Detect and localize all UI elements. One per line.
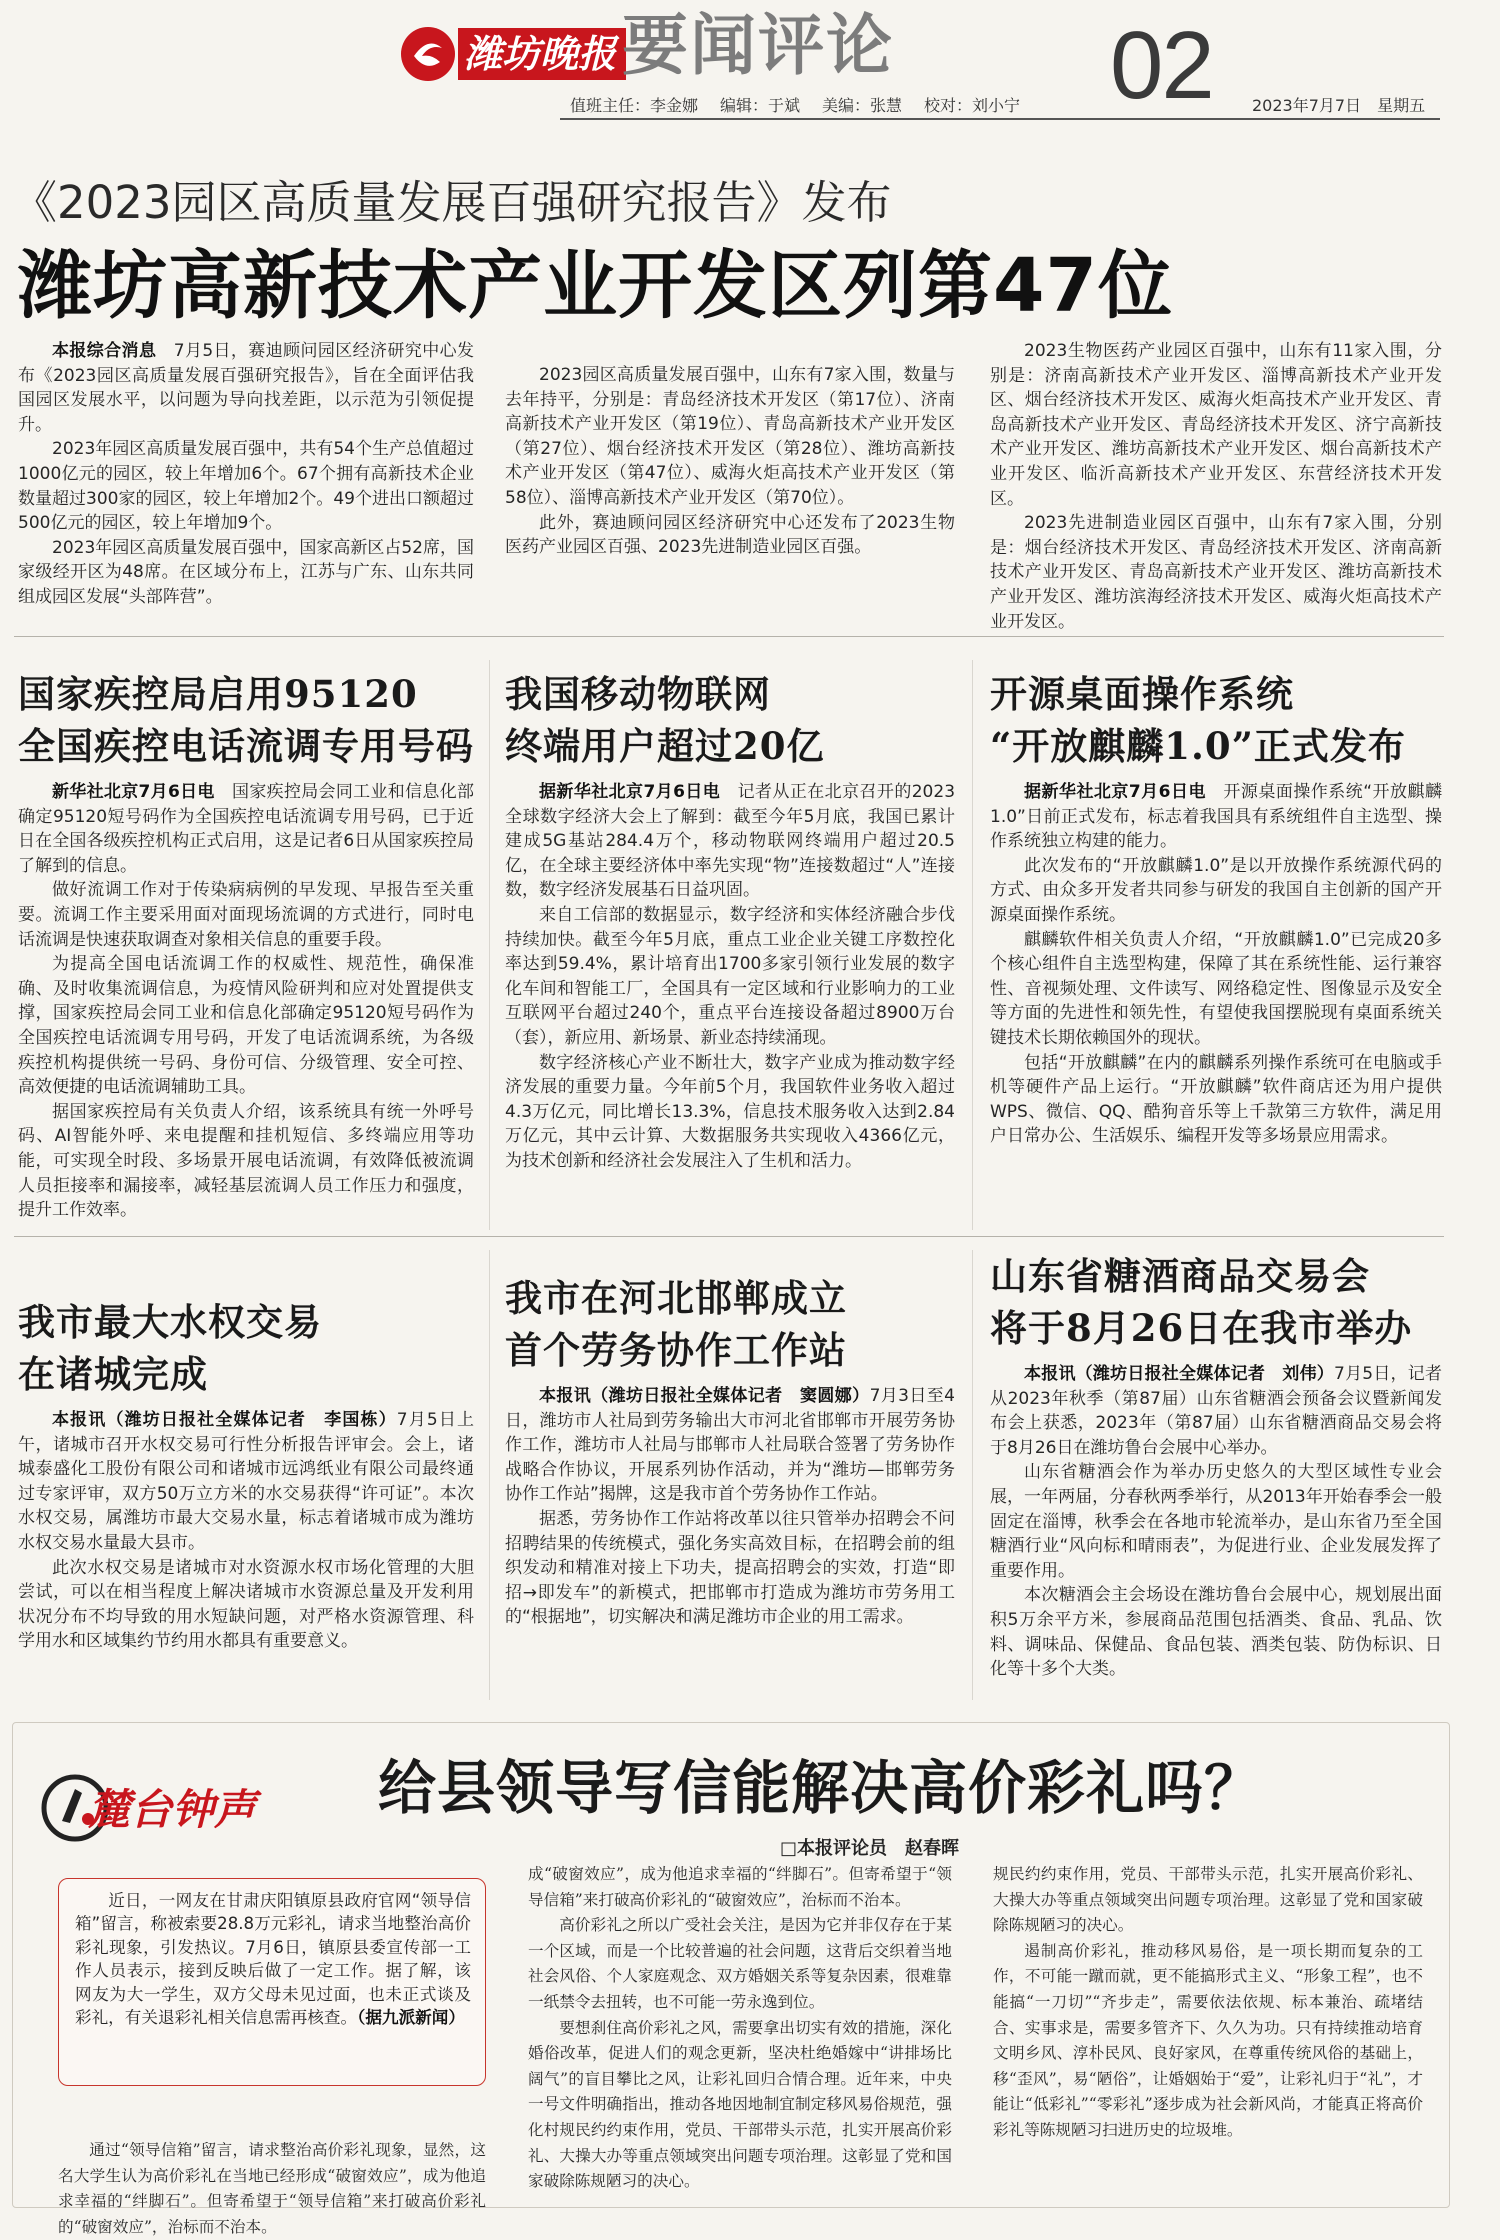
article-para: 包括“开放麒麟”在内的麒麟系列操作系统可在电脑或手机等硬件产品上运行。“开放麒麟”软件商店还为用户提供WPS、微信、QQ、酷狗音乐等上千款第三方软件，满足用户日常办公、生活娱乐、编程开发等多场景应用需求。 xyxy=(990,1052,1442,1147)
article-byline: 本报讯（潍坊日报社全媒体记者 刘伟） xyxy=(1024,1364,1335,1384)
weekday: 星期五 xyxy=(1377,96,1426,115)
column-divider xyxy=(489,1250,490,1700)
staff-proofreader: 校对：刘小宁 xyxy=(924,96,1021,115)
article-openkylin xyxy=(990,668,1442,1149)
editorial-col-2 xyxy=(528,1862,952,2197)
editorial-intro-box xyxy=(58,1878,486,2086)
article-para: 据新华社北京7月6日电 开源桌面操作系统“开放麒麟1.0”日前正式发布，标志着我国具有系统组件自主选型、操作系统独立构建的能力。 xyxy=(990,782,1442,852)
paper-name: 潍坊晚报 xyxy=(458,28,626,80)
date: 2023年7月7日 xyxy=(1252,96,1362,115)
article-title: 全国疾控电话流调专用号码 xyxy=(18,724,474,768)
masthead xyxy=(0,0,1500,125)
article-para: 据国家疾控局有关负责人介绍，该系统具有统一外呼号码、AI智能外呼、来电提醒和挂机短信、多终端应用等功能，可实现全时段、多场景开展电话流调，有效降低被流调人员拒接率和漏接率，减轻基层流调人员工作压力和强度，提升工作效率。 xyxy=(18,1101,474,1221)
lead-byline: 本报综合消息 xyxy=(52,341,157,361)
editorial-para: 通过“领导信箱”留言，请求整治高价彩礼现象，显然，这名大学生认为高价彩礼在当地已经形成“破窗效应”，成为他追求幸福的“绊脚石”。但寄希望于“领导信箱”来打破高价彩礼的“破窗效应”，治标而不治本。 xyxy=(58,2141,486,2236)
editorial-para: 成“破窗效应”，成为他追求幸福的“绊脚石”。但寄希望于“领导信箱”来打破高价彩礼的“破窗效应”，治标而不治本。 xyxy=(528,1865,952,1909)
editorial-para: 要想刹住高价彩礼之风，需要拿出切实有效的措施，深化婚俗改革，促进人们的观念更新，坚决杜绝婚嫁中“讲排场比阔气”的盲目攀比之风，让彩礼回归合情合理。近年来，中央一号文件明确指出，推动各地因地制宜制定移风易俗规范，强化村规民约约束作用，党员、干部带头示范，扎实开展高价彩礼、大操大办等重点领域突出问题专项治理。这彰显了党和国家破除陈规陋习的决心。 xyxy=(528,2018,952,2191)
article-title: 终端用户超过20亿 xyxy=(505,724,825,768)
page-number: 02 xyxy=(1110,12,1213,119)
lead-divider xyxy=(14,636,1444,637)
lead-title: 潍坊高新技术产业开发区列第47位 xyxy=(18,243,1173,329)
editorial-intro: 近日，一网友在甘肃庆阳镇原县政府官网“领导信箱”留言，称被索要28.8万元彩礼，请求当地整治高价彩礼现象，引发热议。7月6日，镇原县委宣传部一工作人员表示，接到反映后做了一定工作。据了解，该网友为大一学生，双方父母未见过面，也未正式谈及彩礼，有关退彩礼相关信息需再核查。（据九派新闻） xyxy=(75,1891,471,2028)
article-para: 来自工信部的数据显示，数字经济和实体经济融合步伐持续加快。截至今年5月底，重点工业企业关键工序数控化率达到59.4%，累计培育出1700多家引领行业发展的数字化车间和智能工厂，全国具有一定区域和行业影响力的工业互联网平台超过240个，重点平台连接设备超过8900万台（套），新应用、新场景、新业态持续涌现。 xyxy=(505,904,955,1048)
article-title: 在诸城完成 xyxy=(18,1352,208,1396)
editorial-column-name: 麓台钟声 xyxy=(88,1785,257,1834)
editorial-para: 遏制高价彩礼，推动移风易俗，是一项长期而复杂的工作，不可能一蹴而就，更不能搞形式主义、“形象工程”，也不能搞“一刀切”“齐步走”，需要依法依规、标本兼治、疏堵结合、实事求是，需要多管齐下、久久为功。只有持续推动培育文明乡风、淳朴民风、良好家风，在尊重传统风俗的基础上，移“歪风”，易“陋俗”，让婚姻始于“爱”，让彩礼归于“礼”，才能让“低彩礼”“零彩礼”逐步成为社会新风尚，才能真正将高价彩礼等陈规陋习扫进历史的垃圾堆。 xyxy=(993,1941,1423,2139)
article-para: 此次发布的“开放麒麟1.0”是以开放操作系统源代码的方式、由众多开发者共同参与研发的我国自主创新的国产开源桌面操作系统。 xyxy=(990,855,1442,925)
article-title: 我市最大水权交易 xyxy=(18,1300,322,1344)
lead-subtitle: 《2023园区高质量发展百强研究报告》发布 xyxy=(12,176,892,229)
lead-col-3 xyxy=(990,339,1442,634)
lead-col-1 xyxy=(18,339,474,610)
article-para: 本次糖酒会主会场设在潍坊鲁台会展中心，规划展出面积5万余平方米，参展商品范围包括酒类、食品、乳品、饮料、调味品、保健品、食品包装、酒类包装、防伪标识、日化等十多个大类。 xyxy=(990,1585,1442,1680)
editorial-byline: □本报评论员 赵春晖 xyxy=(780,1838,960,1859)
article-title: 首个劳务协作工作站 xyxy=(505,1328,847,1372)
article-para: 数字经济核心产业不断壮大，数字产业成为推动数字经济发展的重要力量。今年前5个月，我国软件业务收入超过4.3万亿元，同比增长13.3%，信息技术服务收入达到2.84万亿元，其中云计算、大数据服务共实现收入4366亿元，为技术创新和经济社会发展注入了生机和活力。 xyxy=(505,1052,955,1171)
editorial-intro-source: （据九派新闻） xyxy=(357,2008,465,2028)
lead-para: 2023年园区高质量发展百强中，国家高新区占52席，国家级经开区为48席。在区域分布上，江苏与广东、山东共同组成园区发展“头部阵营”。 xyxy=(18,537,474,607)
staff-designer: 美编：张慧 xyxy=(822,96,903,115)
article-cdc-hotline xyxy=(18,668,474,1223)
article-title: 我国移动物联网 xyxy=(505,672,771,716)
article-byline: 据新华社北京7月6日电 xyxy=(1024,782,1206,802)
article-para: 此次水权交易是诸城市对水资源水权市场化管理的大胆尝试，可以在相当程度上解决诸城市水资源总量及开发利用状况分布不均导致的用水短缺问题，对严格水资源管理、科学用水和区域集约节约用水都具有重要意义。 xyxy=(18,1557,474,1652)
article-para: 本报讯（潍坊日报社全媒体记者 李国栋）7月5日上午，诸城市召开水权交易可行性分析报告评审会。会上，诸城泰盛化工股份有限公司和诸城市远鸿纸业有限公司最终通过专家评审，双方50万立方米的水交易获得“许可证”。本次水权交易，属潍坊市最大交易水量，标志着诸城市成为潍坊水权交易水量最大县市。 xyxy=(18,1410,474,1553)
masthead-rule xyxy=(560,118,1440,120)
editorial-para: 高价彩礼之所以广受社会关注，是因为它并非仅存在于某一个区域，而是一个比较普遍的社会问题，这背后交织着当地社会风俗、个人家庭观念、双方婚姻关系等复杂因素，很难靠一纸禁令去扭转，也不可能一劳永逸到位。 xyxy=(528,1916,952,2011)
lead-para: 2023生物医药产业园区百强中，山东有11家入围，分别是：济南高新技术产业开发区、淄博高新技术产业开发区、烟台经济技术开发区、威海火炬高技术产业开发区、青岛高新技术产业开发区、青岛经济技术开发区、济宁高新技术产业开发区、潍坊高新技术产业开发区、烟台高新技术产业开发区、临沂高新技术产业开发区、东营经济技术开发区。 xyxy=(990,341,1442,509)
paper-logo-icon xyxy=(400,26,456,82)
row2-divider xyxy=(14,1236,1444,1237)
column-divider xyxy=(489,660,490,1230)
article-title: 国家疾控局启用95120 xyxy=(18,672,418,716)
editorial-col-1 xyxy=(58,2138,486,2236)
lead-para: 本报综合消息 7月5日，赛迪顾问园区经济研究中心发布《2023园区高质量发展百强研究报告》，旨在全面评估我国园区发展水平，以问题为导向找差距，以示范为引领促提升。 xyxy=(18,341,474,435)
staff-duty: 值班主任：李金娜 xyxy=(570,96,699,115)
lead-para: 此外，赛迪顾问园区经济研究中心还发布了2023生物医药产业园区百强、2023先进制造业园区百强。 xyxy=(505,512,955,558)
editorial-col-3 xyxy=(993,1862,1423,2197)
article-para: 本报讯（潍坊日报社全媒体记者 刘伟）7月5日，记者从2023年秋季（第87届）山东省糖酒会预备会议暨新闻发布会上获悉，2023年（第87届）山东省糖酒商品交易会将于8月26日在潍坊鲁台会展中心举办。 xyxy=(990,1364,1443,1458)
editorial-title: 给县领导写信能解决高价彩礼吗？ xyxy=(378,1754,1264,1822)
article-para: 做好流调工作对于传染病病例的早发现、早报告至关重要。流调工作主要采用面对面现场流调的方式进行，同时电话流调是快速获取调查对象相关信息的重要手段。 xyxy=(18,880,474,950)
lead-col-2 xyxy=(505,363,955,560)
article-byline: 本报讯（潍坊日报社全媒体记者 窦圆娜） xyxy=(539,1386,870,1406)
article-para: 据新华社北京7月6日电 记者从正在北京召开的2023全球数字经济大会上了解到：截至今年5月底，我国已累计建成5G基站284.4万个，移动物联网终端用户超过20.5亿，在全球主要经济体中率先实现“物”连接数超过“人”连接数，数字经济发展基石日益巩固。 xyxy=(505,782,956,901)
staff-line xyxy=(570,93,1020,116)
staff-editor: 编辑：于斌 xyxy=(720,96,801,115)
article-title: 我市在河北邯郸成立 xyxy=(505,1276,847,1320)
article-title: 山东省糖酒商品交易会 xyxy=(990,1254,1370,1298)
lead-para: 2023先进制造业园区百强中，山东有7家入围，分别是：烟台经济技术开发区、青岛经济技术开发区、济南高新技术产业开发区、青岛高新技术产业开发区、潍坊高新技术产业开发区、潍坊滨海经济技术开发区、威海火炬高技术产业开发区。 xyxy=(990,513,1442,632)
article-water-rights xyxy=(18,1296,474,1654)
article-title: 将于8月26日在我市举办 xyxy=(990,1306,1413,1350)
lead-para: 2023园区高质量发展百强中，山东有7家入围，数量与去年持平，分别是：青岛经济技术开发区（第17位）、济南高新技术产业开发区（第19位）、青岛高新技术产业开发区（第27位）、烟台经济技术开发区（第28位）、潍坊高新技术产业开发区（第47位）、威海火炬高技术产业开发区（第58位）、淄博高新技术产业开发区（第70位）。 xyxy=(505,365,955,508)
article-para: 麒麟软件相关负责人介绍，“开放麒麟1.0”已完成20多个核心组件自主选型构建，保障了其在系统性能、运行兼容性、音视频处理、文件读写、网络稳定性、图像显示及安全等方面的先进性和领先性，有望使我国摆脱现有桌面系统关键技术长期依赖国外的现状。 xyxy=(990,929,1442,1048)
article-byline: 新华社北京7月6日电 xyxy=(52,782,215,802)
lead-para: 2023年园区高质量发展百强中，共有54个生产总值超过1000亿元的园区，较上年增加6个。67个拥有高新技术企业数量超过300家的园区，较上年增加2个。49个进出口额超过500亿元的园区，较上年增加9个。 xyxy=(18,439,474,534)
article-para: 为提高全国电话流调工作的权威性、规范性，确保准确、及时收集流调信息，为疫情风险研判和应对处置提供支撑，国家疾控局会同工业和信息化部确定95120短号码作为全国疾控电话流调专用号码，开发了电话流调系统，为各级疾控机构提供统一号码、身份可信、分级管理、安全可控、高效便捷的电话流调辅助工具。 xyxy=(18,954,474,1098)
article-para: 山东省糖酒会作为举办历史悠久的大型区域性专业会展，一年两届，分春秋两季举行，从2013年开始春季会一般固定在淄博，秋季会在各地市轮流举办，是山东省乃至全国糖酒行业“风向标和晴雨表”，为促进行业、企业发展发挥了重要作用。 xyxy=(990,1462,1442,1581)
article-para: 本报讯（潍坊日报社全媒体记者 窦圆娜）7月3日至4日，潍坊市人社局到劳务输出大市河北省邯郸市开展劳务协作工作，潍坊市人社局与邯郸市人社局联合签署了劳务协作战略合作协议，开展系列协作活动，并为“潍坊—邯郸劳务协作工作站”揭牌，这是我市首个劳务协作工作站。 xyxy=(505,1386,955,1505)
article-byline: 本报讯（潍坊日报社全媒体记者 李国栋） xyxy=(52,1410,397,1430)
issue-date xyxy=(1252,93,1425,116)
column-divider xyxy=(972,660,973,1230)
article-labor-station xyxy=(505,1272,955,1630)
article-byline: 据新华社北京7月6日电 xyxy=(539,782,721,802)
article-para: 据悉，劳务协作工作站将改革以往只管举办招聘会不问招聘结果的传统模式，强化务实高效目标，在招聘会前的组织发动和精准对接上下功夫，提高招聘会的实效，打造“即招→即发车”的新模式，把邯郸市打造成为潍坊市劳务用工的“根据地”，切实解决和满足潍坊市企业的用工需求。 xyxy=(505,1508,955,1628)
article-sugar-wine-fair xyxy=(990,1250,1442,1682)
article-iot-users xyxy=(505,668,955,1174)
section-title: 要闻评论 xyxy=(622,6,894,84)
column-divider xyxy=(972,1250,973,1700)
article-title: “开放麒麟1.0”正式发布 xyxy=(990,724,1406,768)
article-para: 新华社北京7月6日电 国家疾控局会同工业和信息化部确定95120短号码作为全国疾控电话流调专用号码，已于近日在全国各级疾控机构正式启用，这是记者6日从国家疾控局了解到的信息。 xyxy=(18,782,475,876)
editorial-para: 规民约约束作用，党员、干部带头示范，扎实开展高价彩礼、大操大办等重点领域突出问题专项治理。这彰显了党和国家破除陈规陋习的决心。 xyxy=(993,1865,1423,1935)
article-title: 开源桌面操作系统 xyxy=(990,672,1294,716)
